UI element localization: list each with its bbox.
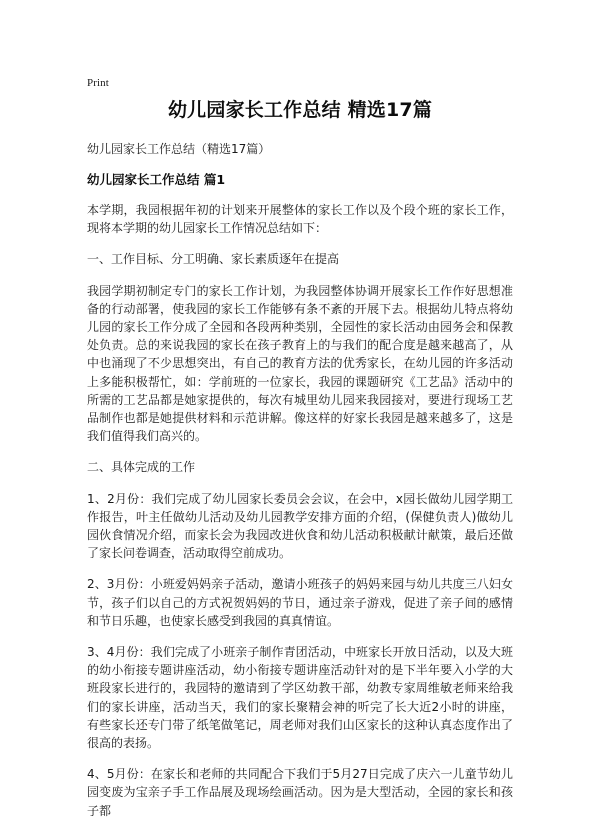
document-subtitle: 幼儿园家长工作总结（精选17篇）	[87, 142, 271, 156]
section-heading: 幼儿园家长工作总结 篇1	[87, 172, 226, 187]
paragraph-item-3: 3、4月份：我们完成了小班亲子制作青团活动，中班家长开放日活动，以及大班的幼小衔接专题讲座活动，幼小衔接专题讲座活动针对的是下半年要入小学的大班段家长进行的，我园特的邀请到了学区幼教干部，幼教专家周维敏老师来给我们的家长讲座，活动当天，我们的家长聚精会神的听完了长大近2小时的讲座，有些家长还专门带了纸笔做笔记，周老师对我们山区家长的这种认真态度作出了很高的表扬。	[87, 645, 513, 751]
paragraph-subheading-two: 二、具体完成的工作	[87, 460, 196, 475]
document-body	[87, 96, 513, 820]
print-toolbar	[87, 71, 109, 89]
paragraph-intro: 本学期，我园根据年初的计划来开展整体的家长工作以及个段个班的家长工作，现将本学期的幼儿园家长工作情况总结如下：	[87, 203, 513, 236]
page-title: 幼儿园家长工作总结 精选17篇	[167, 99, 433, 121]
paragraph-item-4: 4、5月份：在家长和老师的共同配合下我们于5月27日完成了庆六一儿童节幼儿园变废为宝亲子手工作品展及现场绘画活动。因为是大型活动，全园的家长和孩子都	[87, 767, 513, 818]
print-link[interactable]: Print	[87, 77, 109, 89]
paragraph-item-2: 2、3月份：小班爱妈妈亲子活动，邀请小班孩子的妈妈来园与幼儿共度三八妇女节，孩子们以自己的方式祝贺妈妈的节日，通过亲子游戏，促进了亲子间的感情和节日乐趣，也使家长感受到我园的真真情谊。	[87, 577, 513, 628]
paragraph-item-1: 1、2月份：我们完成了幼儿园家长委员会会议，在会中，x园长做幼儿园学期工作报告，叶主任做幼儿活动及幼儿园教学安排方面的介绍，(保健负责人)做幼儿园伙食情况介绍，而家长会为我园改进伙食和幼儿活动积极献计献策，最后还做了家长问卷调查，活动取得空前成功。	[87, 491, 513, 561]
paragraph-section-one-body: 我园学期初制定专门的家长工作计划，为我园整体协调开展家长工作作好思想准备的行动部署，使我园的家长工作能够有条不紊的开展下去。根据幼儿特点将幼儿园的家长工作分成了全园和各段两种类别，全园性的家长活动由园务会和保教处负责。总的来说我园的家长在孩子教育上的与我们的配合度是越来越高了，从中也涌现了不少思想突出，有自己的教育方法的优秀家长，在幼儿园的许多活动上多能积极帮忙，如：学前班的一位家长，我园的课题研究《工艺品》活动中的所需的工艺品都是她家提供的，每次有城里幼儿园来我园接对，要进行现场工艺品制作也都是她提供材料和示范讲解。像这样的好家长我园是越来越多了，这是我们值得我们高兴的。	[87, 283, 513, 444]
paragraph-subheading-one: 一、工作目标、分工明确、家长素质逐年在提高	[87, 252, 340, 267]
